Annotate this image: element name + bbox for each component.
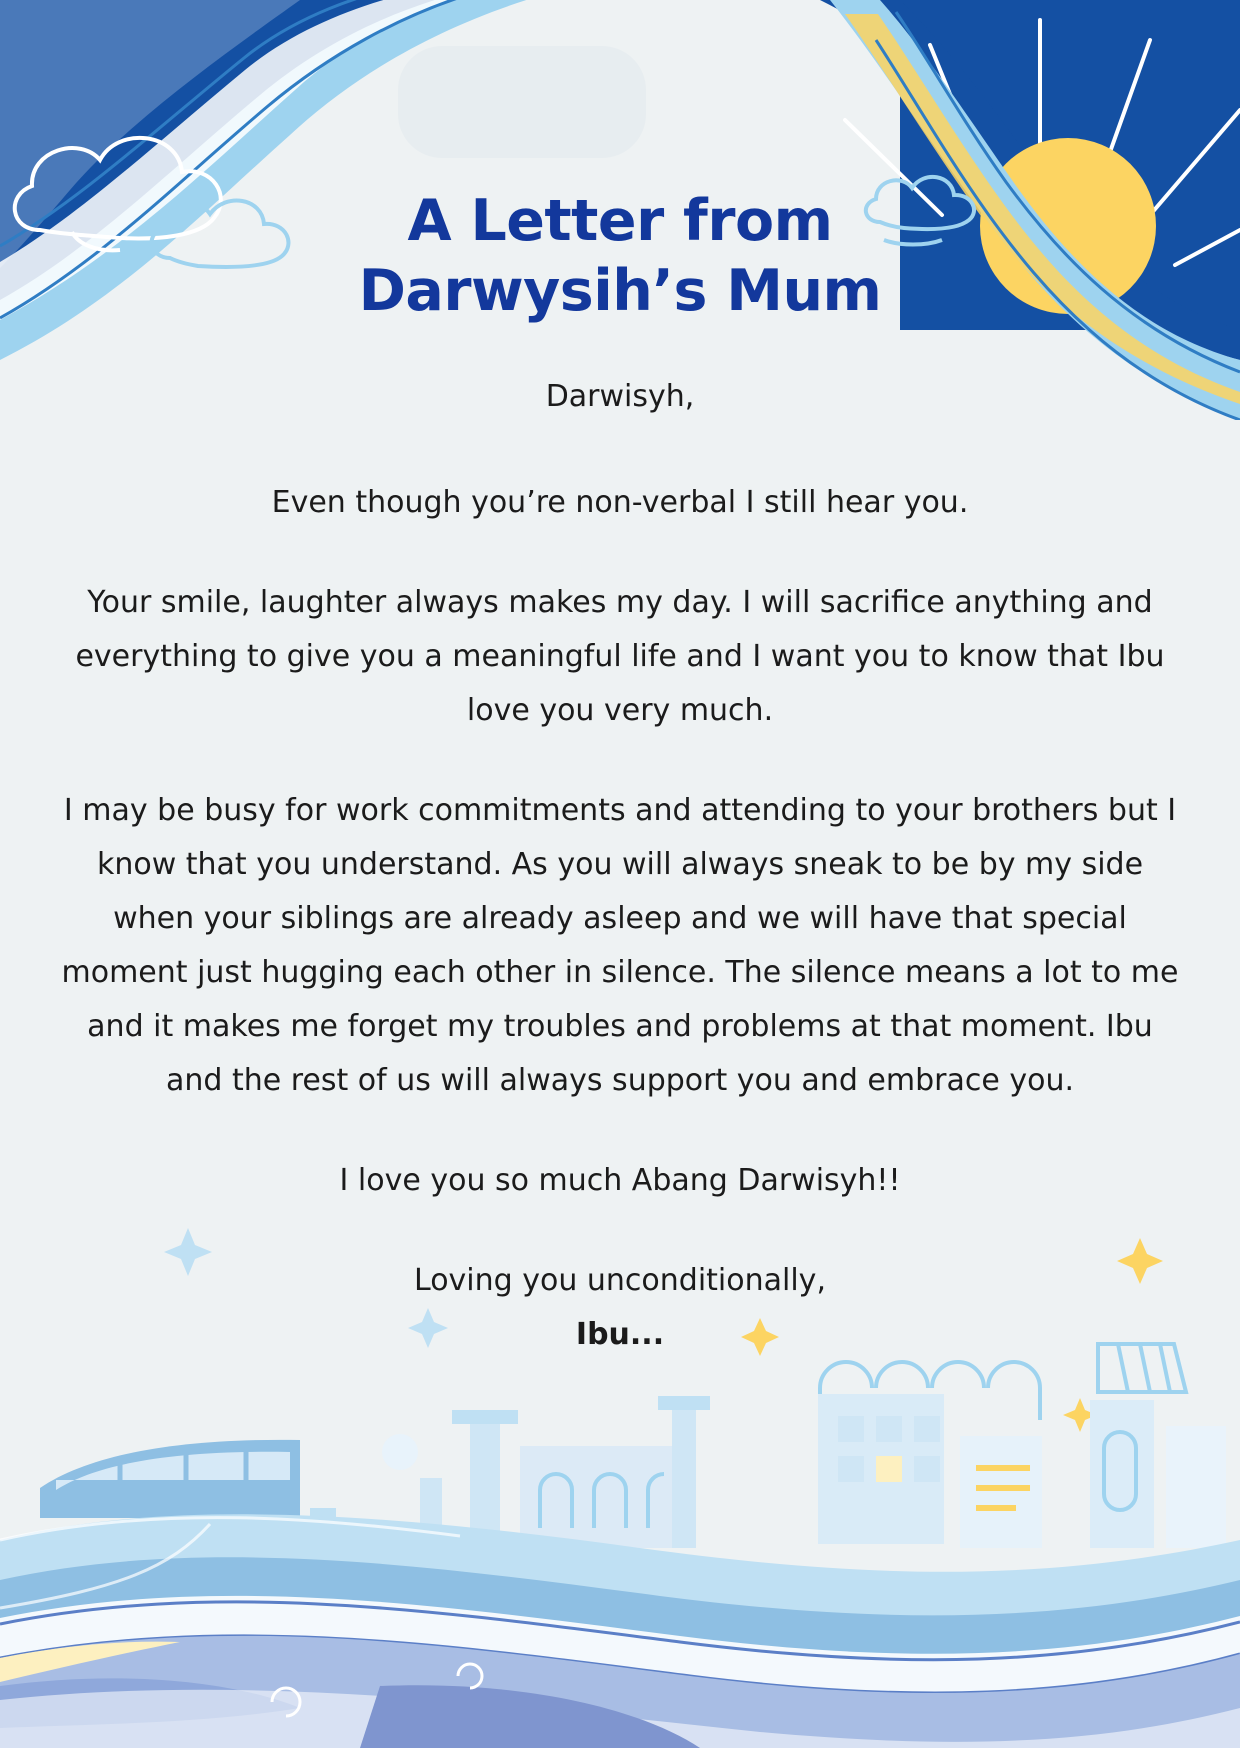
building-shape (960, 1436, 1042, 1548)
title-blob (398, 46, 646, 158)
closing-text: Loving you unconditionally, (414, 1263, 826, 1298)
salutation: Darwisyh, (545, 379, 695, 414)
letter-paragraph-4: I love you so much Abang Darwisyh!! (339, 1163, 901, 1198)
title-line-2: Darwysih’s Mum (358, 258, 882, 324)
pillar-shape (672, 1406, 696, 1548)
building-shape (520, 1446, 680, 1548)
page-title (0, 186, 1240, 326)
building-shape (1166, 1426, 1226, 1548)
signature-text: Ibu... (575, 1317, 665, 1352)
letter-body (50, 370, 1190, 1362)
ledge-shape (658, 1396, 710, 1410)
ledge-shape (452, 1410, 518, 1424)
letter-paragraph-3: I may be busy for work commitments and attending to your brothers but I know that you understand. As you will always sneak to be by my side when your siblings are already asleep and we will have that special moment just hugging each other in silence. The silence means a lot to me and it makes me forget my troubles and problems at that moment. Ibu and the rest of us will always support you and embrace you. (61, 793, 1179, 1098)
building-shape (1090, 1400, 1154, 1548)
letter-closing (50, 1254, 1190, 1362)
letter-paragraph-1: Even though you’re non-verbal I still hear you. (271, 485, 969, 520)
letter-paragraph-2: Your smile, laughter always makes my day. I will sacrifice anything and everything to give you a meaningful life and I want you to know that Ibu love you very much. (75, 585, 1165, 728)
circle-shape (382, 1434, 418, 1470)
title-line-1: A Letter from (407, 188, 833, 254)
